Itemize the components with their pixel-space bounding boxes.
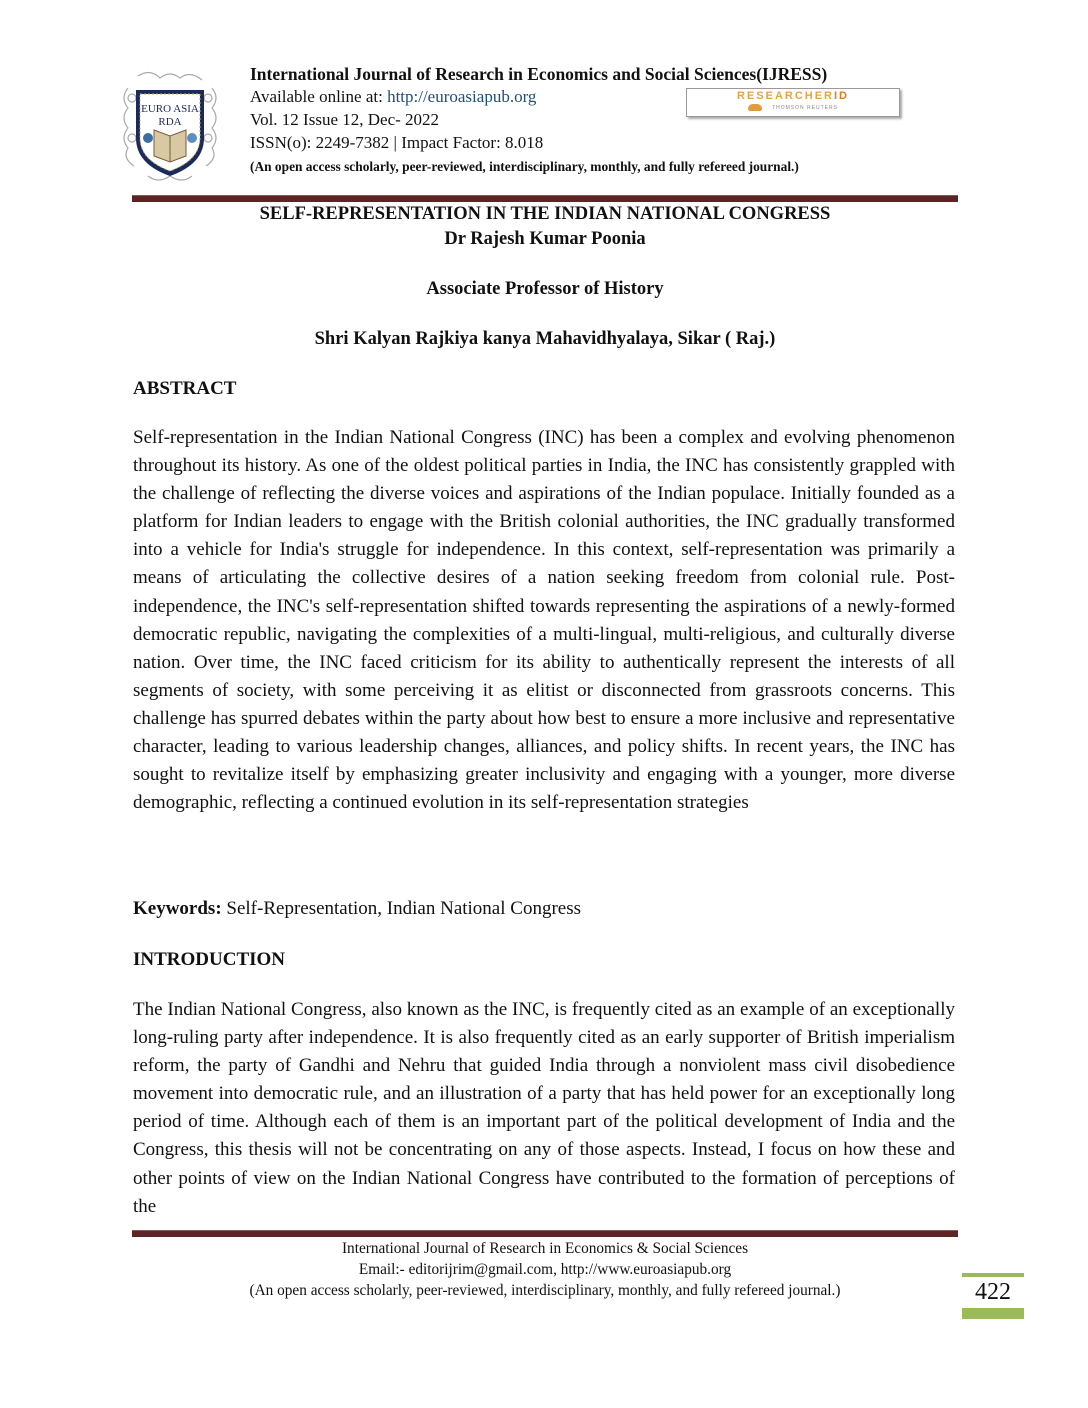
page-number: 422	[975, 1279, 1011, 1305]
author-name: Dr Rajesh Kumar Poonia	[444, 229, 646, 249]
keywords-line	[133, 898, 581, 920]
availability-line	[250, 87, 536, 107]
page-number-bar-bottom	[962, 1308, 1024, 1319]
footer-contact[interactable]: Email:- editorijrim@gmail.com, http://www.euroasiapub.org	[358, 1261, 732, 1278]
volume-issue: Vol. 12 Issue 12, Dec- 2022	[250, 110, 440, 129]
globe-icon	[748, 104, 762, 111]
footer-journal-name: International Journal of Research in Economics & Social Sciences	[341, 1240, 749, 1257]
author-designation: Associate Professor of History	[426, 279, 664, 299]
journal-note: (An open access scholarly, peer-reviewed, interdisciplinary, monthly, and fully refereed journal.)	[250, 159, 799, 174]
journal-title: International Journal of Research in Economics and Social Sciences(IJRESS)	[250, 64, 828, 84]
introduction-heading: INTRODUCTION	[133, 949, 286, 970]
researcher-id-badge	[686, 88, 900, 117]
keywords-value: Self-Representation, Indian National Congress	[221, 898, 581, 919]
introduction-body: The Indian National Congress, also known as the INC, is frequently cited as an example of an exceptionally long-ruling party after independence. It is also frequently cited as an early supporter of British imperialism reform, the party of Gandhi and Nehru that guided India through a nonviolent mass civil disobedience movement into democratic rule, and an illustration of a party that has held power for an exceptionally long period of time. Although each of them is an important part of the political development of India and the Congress, this thesis will not be concentrating on any of those aspects. Instead, I focus on how these and other points of view on the Indian National Congress have contributed to the formation of perceptions of the	[133, 999, 955, 1217]
availability-label: Available online at:	[250, 87, 388, 106]
researcher-id-label: RESEARCHERID	[736, 90, 849, 102]
abstract-body: Self-representation in the Indian National Congress (INC) has been a complex and evolving phenomenon throughout its history. As one of the oldest political parties in India, the INC has consistently grappled with the challenge of reflecting the diverse voices and aspirations of the Indian populace. Initially founded as a platform for Indian leaders to engage with the British colonial authorities, the INC gradually transformed into a vehicle for India's struggle for independence. In this context, self-representation was primarily a means of articulating the collective desires of a nation seeking freedom from colonial rule. Post-independence, the INC's self-representation shifted towards representing the aspirations of a newly-formed democratic republic, navigating the complexities of a multi-lingual, multi-religious, and culturally diverse nation. Over time, the INC faced criticism for its ability to authentically represent the interests of all segments of society, with some perceiving it as elitist or disconnected from grassroots concerns. This challenge has spurred debates within the party about how best to ensure a more inclusive and representative character, leading to various leadership changes, alliances, and policy shifts. In recent years, the INC has sought to revitalize itself by emphasizing greater inclusivity and engaging with a younger, more diverse demographic, reflecting a continued evolution in its self-representation strategies	[133, 427, 955, 814]
journal-logo	[118, 68, 222, 186]
article-title: SELF-REPRESENTATION IN THE INDIAN NATIONAL CONGRESS	[259, 204, 831, 224]
footer-note: (An open access scholarly, peer-reviewed, interdisciplinary, monthly, and fully refereed journal.)	[249, 1282, 841, 1299]
svg-text:RDA: RDA	[158, 116, 182, 128]
keywords-label: Keywords:	[133, 898, 222, 919]
author-affiliation: Shri Kalyan Rajkiya kanya Mahavidhyalaya, Sikar ( Raj.)	[314, 329, 776, 349]
journal-url-link[interactable]: http://euroasiapub.org	[387, 87, 537, 106]
researcher-id-sub: THOMSON REUTERS	[687, 104, 899, 111]
svg-text:EURO ASIA: EURO ASIA	[141, 103, 199, 115]
footer-divider	[132, 1230, 958, 1237]
issn-impact: ISSN(o): 2249-7382 | Impact Factor: 8.018	[250, 133, 544, 152]
header-divider	[132, 195, 958, 202]
shield-crest-icon	[118, 68, 222, 186]
abstract-heading: ABSTRACT	[133, 378, 237, 399]
page-number-bar-top	[962, 1273, 1024, 1277]
